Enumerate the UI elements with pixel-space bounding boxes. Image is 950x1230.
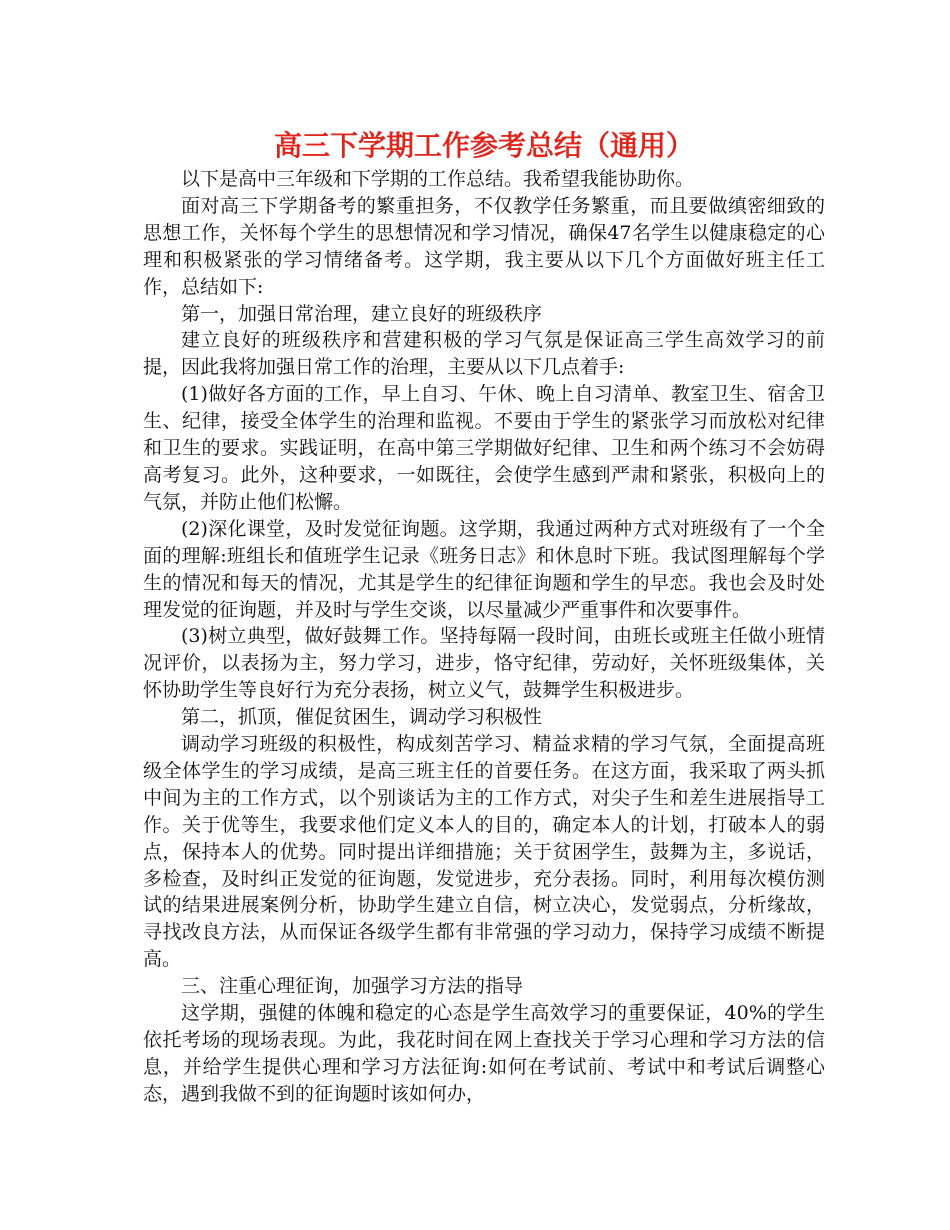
document-page [143, 126, 825, 1108]
point-1-paragraph: (1)做好各方面的工作，早上自习、午休、晚上自习清单、教室卫生、宿舍卫生、纪律，接受全体学生的治理和监视。不要由于学生的紧张学习而放松对纪律和卫生的要求。实践证明，在高中第三学期做好纪律、卫生和两个练习不会妨碍高考复习。此外，这种要求，一如既往，会使学生感到严肃和紧张，积极向上的气氛，并防止他们松懈。 [143, 383, 825, 513]
section-3-paragraph: 这学期，强健的体魄和稳定的心态是学生高效学习的重要保证，40%的学生依托考场的现场表现。为此，我花时间在网上查找关于学习心理和学习方法的信息，并给学生提供心理和学习方法征询:如何在考试前、考试中和考试后调整心态，遇到我做不到的征询题时该如何办， [143, 1002, 825, 1105]
section-heading-2: 第二，抓顶，催促贫困生，调动学习积极性 [181, 706, 543, 729]
document-title: 高三下学期工作参考总结（通用） [273, 129, 694, 162]
point-3-paragraph: (3)树立典型，做好鼓舞工作。坚持每隔一段时间，由班长或班主任做小班情况评价，以表扬为主，努力学习，进步，恪守纪律，劳动好，关怀班级集体，关怀协助学生等良好行为充分表扬，树立义气，鼓舞学生积极进步。 [143, 625, 825, 702]
point-2-paragraph: (2)深化课堂，及时发觉征询题。这学期，我通过两种方式对班级有了一个全面的理解:班组长和值班学生记录《班务日志》和休息时下班。我试图理解每个学生的情况和每天的情况，尤其是学生的纪律征询题和学生的早恋。我也会及时处理发觉的征询题，并及时与学生交谈，以尽量减少严重事件和次要事件。 [143, 517, 825, 621]
overview-paragraph: 面对高三下学期备考的繁重担务，不仅教学任务繁重，而且要做缜密细致的思想工作，关怀每个学生的思想情况和学习情况，确保47名学生以健康稳定的心理和积极紧张的学习情绪备考。这学期，我主要从以下几个方面做好班主任工作，总结如下: [143, 194, 825, 298]
section-2-paragraph: 调动学习班级的积极性，构成刻苦学习、精益求精的学习气氛，全面提高班级全体学生的学习成绩，是高三班主任的首要任务。在这方面，我采取了两头抓中间为主的工作方式，以个别谈话为主的工作方式，对尖子生和差生进展指导工作。关于优等生，我要求他们定义本人的目的，确定本人的计划，打破本人的弱点，保持本人的优势。同时提出详细措施；关于贫困学生，鼓舞为主，多说话，多检查，及时纠正发觉的征询题，发觉进步，充分表扬。同时，利用每次模仿测试的结果进展案例分析，协助学生建立自信，树立决心，发觉弱点，分析缘故，寻找改良方法，从而保证各级学生都有非常强的学习动力，保持学习成绩不断提高。 [143, 733, 825, 971]
intro-paragraph: 以下是高中三年级和下学期的工作总结。我希望我能协助你。 [181, 168, 695, 190]
document-body [143, 166, 825, 1108]
section-heading-1: 第一，加强日常治理，建立良好的班级秩序 [181, 302, 543, 325]
section-heading-3: 三、注重心理征询，加强学习方法的指导 [181, 975, 524, 998]
section-1-paragraph: 建立良好的班级秩序和营建积极的学习气氛是保证高三学生高效学习的前提，因此我将加强日常工作的治理，主要从以下几点着手: [143, 329, 825, 379]
